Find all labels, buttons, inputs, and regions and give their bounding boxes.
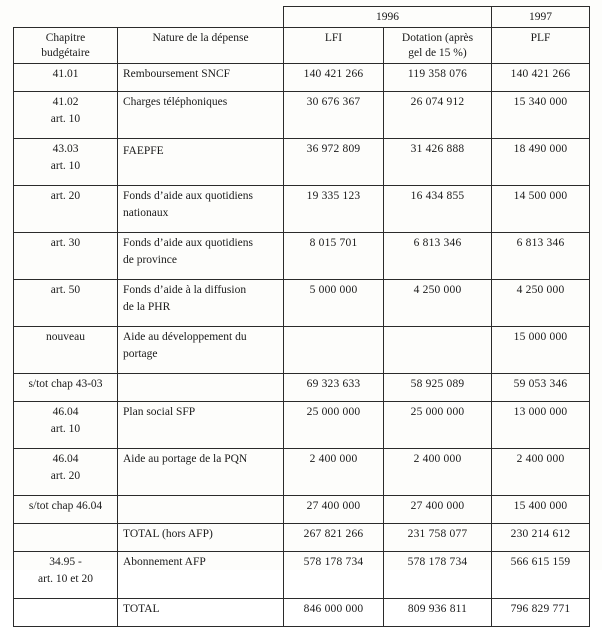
cell-chapitre-line1: 34.95 - [49, 556, 82, 569]
table-row [14, 280, 590, 327]
table-row-total-hors-afp [14, 524, 590, 552]
header-year-1996: 1996 [284, 7, 492, 28]
budget-table [13, 6, 590, 627]
cell-nature-line1: Fonds d’aide à la diffusion [123, 284, 247, 297]
cell-nature [118, 139, 284, 186]
cell-nature [118, 374, 284, 402]
cell-lfi: 846 000 000 [284, 599, 384, 627]
table-row [14, 327, 590, 374]
header-plf: PLF [492, 28, 590, 64]
cell-lfi: 25 000 000 [284, 402, 384, 449]
header-dotation-line1: Dotation (après [401, 32, 474, 45]
cell-nature-line2: nationaux [123, 206, 169, 219]
cell-lfi: 5 000 000 [284, 280, 384, 327]
cell-chapitre [14, 139, 118, 186]
cell-lfi: 69 323 633 [284, 374, 384, 402]
cell-lfi: 578 178 734 [284, 552, 384, 599]
cell-nature: Abonnement AFP [118, 552, 284, 599]
cell-plf: 230 214 612 [492, 524, 590, 552]
cell-plf: 140 421 266 [492, 64, 590, 92]
cell-nature-line2: FAEPFE [123, 145, 164, 158]
cell-dotation: 6 813 346 [384, 233, 492, 280]
cell-chapitre-line1: 46.04 [52, 453, 79, 466]
header-lfi: LFI [284, 28, 384, 64]
cell-plf: 2 400 000 [492, 449, 590, 496]
cell-chapitre-line1: 43.03 [52, 143, 79, 156]
cell-chapitre-line2: art. 10 [50, 422, 81, 435]
cell-dotation: 2 400 000 [384, 449, 492, 496]
cell-dotation: 26 074 912 [384, 92, 492, 139]
cell-chapitre: art. 50 [14, 280, 118, 327]
cell-dotation: 25 000 000 [384, 402, 492, 449]
table-row [14, 402, 590, 449]
table-row-total [14, 599, 590, 627]
cell-lfi: 27 400 000 [284, 496, 384, 524]
cell-chapitre: art. 30 [14, 233, 118, 280]
table-row [14, 552, 590, 599]
cell-nature [118, 496, 284, 524]
cell-plf: 796 829 771 [492, 599, 590, 627]
header-chapitre-line2: budgétaire [41, 46, 90, 59]
cell-chapitre [14, 552, 118, 599]
cell-plf: 15 400 000 [492, 496, 590, 524]
cell-dotation: 58 925 089 [384, 374, 492, 402]
cell-chapitre: art. 20 [14, 186, 118, 233]
table-header-columns [14, 28, 590, 64]
cell-lfi: 8 015 701 [284, 233, 384, 280]
cell-nature-line2: de la PHR [123, 300, 171, 313]
cell-chapitre [14, 449, 118, 496]
cell-nature-line1: Fonds d’aide aux quotidiens [123, 190, 253, 203]
table-row [14, 374, 590, 402]
header-spacer-chapitre [14, 7, 118, 28]
header-chapitre-line1: Chapitre [45, 32, 86, 45]
cell-dotation: 27 400 000 [384, 496, 492, 524]
cell-nature: Charges téléphoniques [118, 92, 284, 139]
cell-chapitre-line2: art. 10 et 20 [38, 572, 93, 585]
cell-nature-line1: Fonds d’aide aux quotidiens [123, 237, 253, 250]
cell-chapitre-line2: art. 10 [50, 112, 81, 125]
cell-chapitre [14, 524, 118, 552]
cell-nature-line2: portage [123, 347, 158, 360]
table-row [14, 64, 590, 92]
header-year-1997: 1997 [492, 7, 590, 28]
cell-nature-line2: de province [123, 253, 177, 266]
cell-lfi: 2 400 000 [284, 449, 384, 496]
table-row [14, 186, 590, 233]
cell-plf: 14 500 000 [492, 186, 590, 233]
cell-lfi: 267 821 266 [284, 524, 384, 552]
cell-chapitre: nouveau [14, 327, 118, 374]
table-row [14, 92, 590, 139]
cell-lfi: 140 421 266 [284, 64, 384, 92]
header-chapitre [14, 28, 118, 64]
cell-chapitre: s/tot chap 46.04 [14, 496, 118, 524]
cell-chapitre-line1: 46.04 [52, 406, 79, 419]
cell-chapitre-line2: art. 10 [50, 159, 81, 172]
cell-lfi [284, 327, 384, 374]
cell-nature: Plan social SFP [118, 402, 284, 449]
header-dotation-line2: gel de 15 %) [408, 46, 467, 59]
cell-plf: 18 490 000 [492, 139, 590, 186]
header-nature: Nature de la dépense [118, 28, 284, 64]
cell-nature [118, 280, 284, 327]
cell-lfi: 30 676 367 [284, 92, 384, 139]
table-row [14, 496, 590, 524]
cell-dotation: 809 936 811 [384, 599, 492, 627]
cell-dotation [384, 327, 492, 374]
table-header-years [14, 7, 590, 28]
cell-chapitre [14, 402, 118, 449]
cell-plf: 15 000 000 [492, 327, 590, 374]
cell-chapitre-line2: art. 20 [50, 469, 81, 482]
cell-chapitre-line1: 41.02 [52, 96, 79, 109]
cell-dotation: 16 434 855 [384, 186, 492, 233]
cell-dotation: 119 358 076 [384, 64, 492, 92]
cell-nature: Remboursement SNCF [118, 64, 284, 92]
cell-plf: 13 000 000 [492, 402, 590, 449]
cell-nature: TOTAL (hors AFP) [118, 524, 284, 552]
cell-nature: TOTAL [118, 599, 284, 627]
table-row [14, 449, 590, 496]
cell-dotation: 31 426 888 [384, 139, 492, 186]
cell-plf: 4 250 000 [492, 280, 590, 327]
header-dotation [384, 28, 492, 64]
cell-plf: 59 053 346 [492, 374, 590, 402]
cell-nature [118, 327, 284, 374]
cell-nature [118, 186, 284, 233]
cell-nature: Aide au portage de la PQN [118, 449, 284, 496]
cell-dotation: 578 178 734 [384, 552, 492, 599]
header-spacer-nature [118, 7, 284, 28]
cell-nature [118, 233, 284, 280]
cell-chapitre: s/tot chap 43-03 [14, 374, 118, 402]
cell-plf: 6 813 346 [492, 233, 590, 280]
table-row [14, 139, 590, 186]
cell-nature-line1: Aide au développement du [123, 331, 247, 344]
cell-dotation: 4 250 000 [384, 280, 492, 327]
cell-chapitre: 41.01 [14, 64, 118, 92]
cell-plf: 566 615 159 [492, 552, 590, 599]
cell-chapitre [14, 599, 118, 627]
cell-chapitre [14, 92, 118, 139]
cell-lfi: 19 335 123 [284, 186, 384, 233]
cell-plf: 15 340 000 [492, 92, 590, 139]
cell-dotation: 231 758 077 [384, 524, 492, 552]
cell-lfi: 36 972 809 [284, 139, 384, 186]
table-row [14, 233, 590, 280]
